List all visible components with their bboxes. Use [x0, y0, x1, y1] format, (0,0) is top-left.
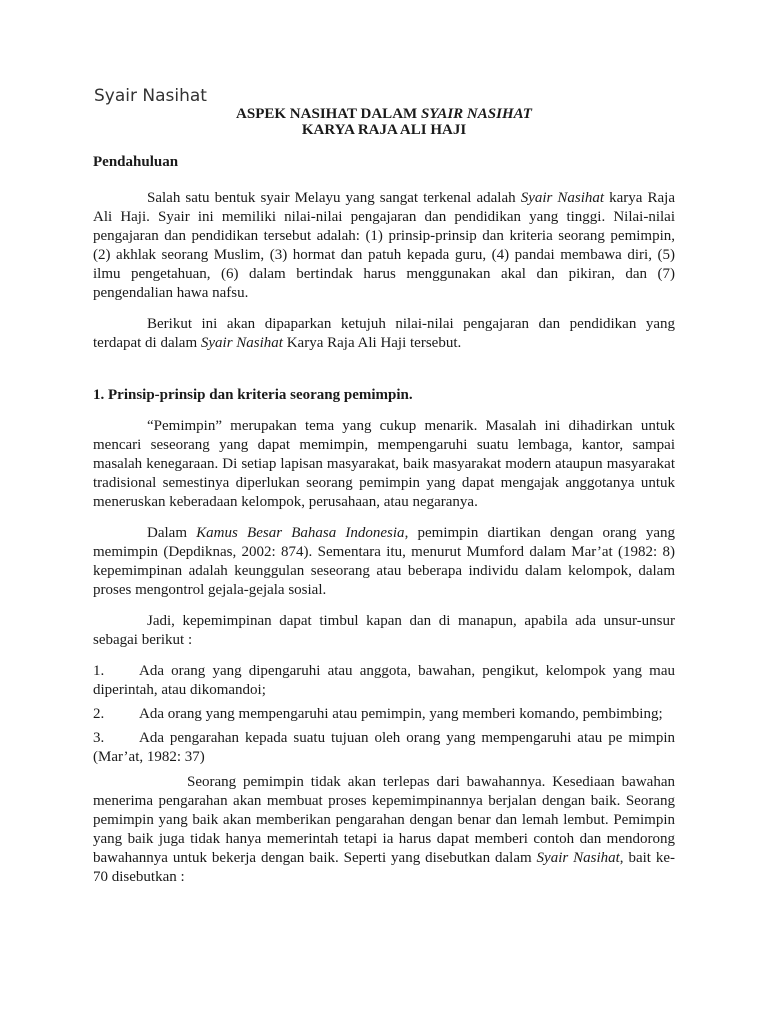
intro-p1-text-a: Salah satu bentuk syair Melayu yang sangat terkenal adalah [147, 190, 521, 206]
list-item [93, 705, 675, 724]
section1-p4-italic: Syair Nasihat [536, 850, 620, 866]
section1-heading: 1. Prinsip-prinsip dan kriteria seorang pemimpin. [93, 387, 413, 403]
list-text: Ada pengarahan kepada suatu tujuan oleh orang yang mempengaruhi atau pe mimpin (Mar’at, 1982: 37) [93, 730, 675, 765]
list-text: Ada orang yang mempengaruhi atau pemimpin, yang memberi komando, pembimbing; [139, 706, 663, 722]
section1-p4-text-c: , bait ke-70 disebutkan : [93, 850, 675, 885]
section1-paragraph-2 [93, 524, 675, 600]
title-line-1 [93, 106, 675, 122]
intro-p2-text-a: Berikut ini akan dipaparkan ketujuh nilai-nilai pengajaran dan pendidikan yang terdapat di dalam [93, 316, 675, 351]
list-number: 1. [93, 663, 105, 679]
section1-p2-italic: Kamus Besar Bahasa Indonesia [196, 525, 405, 541]
document-label: Syair Nasihat [94, 86, 207, 106]
section1-paragraph-3: Jadi, kepemimpinan dapat timbul kapan dan di manapun, apabila ada unsur-unsur sebagai berikut : [93, 613, 675, 648]
list-number: 2. [93, 706, 105, 722]
section1-p2-text-a: Dalam [147, 525, 197, 541]
list-text: Ada orang yang dipengaruhi atau anggota, bawahan, pengikut, kelompok yang mau diperintah, atau dikomandoi; [93, 663, 675, 698]
title-italic: SYAIR NASIHAT [420, 106, 532, 122]
intro-p2-italic: Syair Nasihat [200, 335, 283, 351]
list-number: 3. [93, 730, 105, 746]
title-line-2: KARYA RAJA ALI HAJI [301, 122, 467, 138]
section1-p2-text-c: , pemimpin diartikan dengan orang yang memimpin (Depdiknas, 2002: 874). Sementara itu, menurut Mumford dalam Mar’at (1982: 8) kepemimpinan adalah keunggulan seseorang atau beberapa individu dalam kelompok, dalam proses mengontrol gejala-gejala sosial. [93, 525, 675, 598]
intro-paragraph-1 [93, 189, 675, 303]
intro-paragraph-2 [93, 315, 675, 353]
document-body [93, 106, 675, 887]
list-item [93, 729, 675, 767]
intro-p2-text-c: Karya Raja Ali Haji tersebut. [282, 335, 462, 351]
section1-paragraph-4 [93, 773, 675, 887]
intro-p1-text-c: karya Raja Ali Haji. Syair ini memiliki nilai-nilai pengajaran dan pendidikan yang tinggi. Nilai-nilai pengajaran dan pendidikan tersebut adalah: (1) prinsip-prinsip dan kriteria seorang pemimpin, (2) akhlak seorang Muslim, (3) hormat dan patuh kepada guru, (4) pandai membawa diri, (5) ilmu pengetahuan, (6) dalam bertindak harus menggunakan akal dan pikiran, dan (7) pengendalian hawa nafsu. [93, 190, 675, 301]
section1-p4-text-a: Seorang pemimpin tidak akan terlepas dari bawahannya. Kesediaan bawahan menerima pengarahan akan membuat proses kepemimpinannya berjalan dengan baik. Seorang pemimpin yang baik akan memberikan pengarahan dengan benar dan lemah lembut. Pemimpin yang baik juga tidak hanya memerintah tetapi ia harus dapat memberi contoh dan mendorong bawahannya untuk bekerja dengan baik. Seperti yang disebutkan dalam [93, 774, 675, 866]
intro-heading: Pendahuluan [93, 154, 179, 170]
section1-paragraph-1: “Pemimpin” merupakan tema yang cukup menarik. Masalah ini dihadirkan untuk mencari seseorang yang dapat memimpin, mempengaruhi suatu lembaga, kantor, sampai masalah kenegaraan. Di setiap lapisan masyarakat, baik masyarakat modern ataupun masyarakat tradisional semestinya diperlukan seorang pemimpin yang dapat mengajak anggotanya untuk meneruskan keberadaan kelompok, perusahaan, atau negaranya. [93, 418, 675, 510]
list-item [93, 662, 675, 700]
title-prefix: ASPEK NASIHAT DALAM [236, 106, 421, 122]
intro-p1-italic: Syair Nasihat [520, 190, 605, 206]
